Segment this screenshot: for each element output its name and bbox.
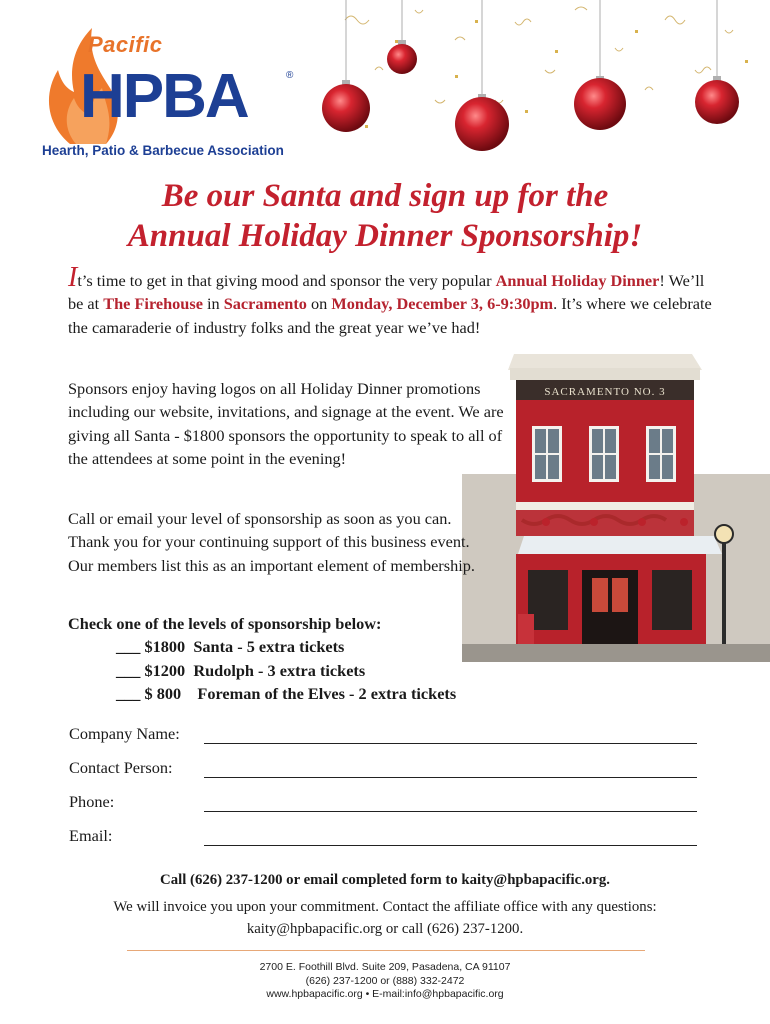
intro-text-5: . It’s where we celebrate the camaraderie of industry folks and the great year we’ve had! [68,294,712,337]
email-label: Email: [69,826,113,845]
contact-person-field[interactable] [204,777,697,778]
contact-person-label: Contact Person: [69,758,173,777]
intro-text-4: on [306,294,332,314]
logo-hpba-text: HPBA [80,62,248,131]
phone-label: Phone: [69,792,115,811]
city-name: Sacramento [223,294,307,314]
phone-row [69,792,699,816]
sponsor-benefits-paragraph: Sponsors enjoy having logos on all Holiday Dinner promotions including our website, invitations, and signage at the event. We are giving all Santa - $1800 sponsors the opportunity to speak to all of the attendees at some point in the evening! [68,379,504,468]
level-option-santa[interactable]: ___ $1800 Santa - 5 extra tickets [116,637,345,657]
venue-name: The Firehouse [103,294,203,314]
phone-field[interactable] [204,811,697,812]
headline-line-1: Be our Santa and sign up for the [161,178,609,214]
email-row [69,826,699,850]
headline [30,176,740,256]
company-name-row [69,724,699,748]
footer-phones: (626) 237-1200 or (888) 332-2472 [305,974,465,987]
footer-address: 2700 E. Foothill Blvd. Suite 209, Pasadena, CA 91107 [259,961,511,973]
intro-text-3: in [202,294,224,314]
event-date: Monday, December 3, 6-9:30pm [331,294,554,314]
building-sign: SACRAMENTO NO. 3 [544,386,666,398]
levels-heading: Check one of the levels of sponsorship below: [68,614,382,633]
intro-text-1: t’s time to get in that giving mood and sponsor the very popular [77,271,496,290]
call-to-action-paragraph: Call or email your level of sponsorship as soon as you can. Thank you for your continuing support of this business event. Our members list this as an important element of membership. [68,509,475,575]
level-option-foreman[interactable]: ___ $ 800 Foreman of the Elves - 2 extra tickets [116,683,457,703]
email-field[interactable] [204,845,697,846]
logo-subtitle: Hearth, Patio & Barbecue Association [42,143,284,158]
event-name: Annual Holiday Dinner [495,271,660,290]
footer-divider [127,950,645,951]
footer [0,961,770,1002]
company-name-field[interactable] [204,743,697,744]
contact-person-row [69,758,699,782]
registered-mark: ® [286,70,294,81]
footer-web: www.hpbapacific.org • E-mail:info@hpbapacific.org [266,988,504,1000]
hpba-logo [40,26,310,166]
invoice-note [0,896,770,940]
intro-paragraph [68,262,718,339]
headline-line-2: Annual Holiday Dinner Sponsorship! [127,218,643,254]
invoice-line-1: We will invoice you upon your commitment. Contact the affiliate office with any questions: [113,899,657,915]
christmas-ornaments-decoration [315,0,770,170]
call-instruction: Call (626) 237-1200 or email completed form to kaity@hpbapacific.org. [160,872,610,888]
sponsorship-levels [68,612,628,705]
company-name-label: Company Name: [69,724,180,743]
intro-text-2: ! We’ll be at [68,271,705,314]
invoice-line-2: kaity@hpbapacific.org or call (626) 237-1200. [246,921,524,937]
level-option-rudolph[interactable]: ___ $1200 Rudolph - 3 extra tickets [116,660,366,680]
drop-cap: I [68,262,78,293]
logo-pacific-text: Pacific [88,32,163,57]
